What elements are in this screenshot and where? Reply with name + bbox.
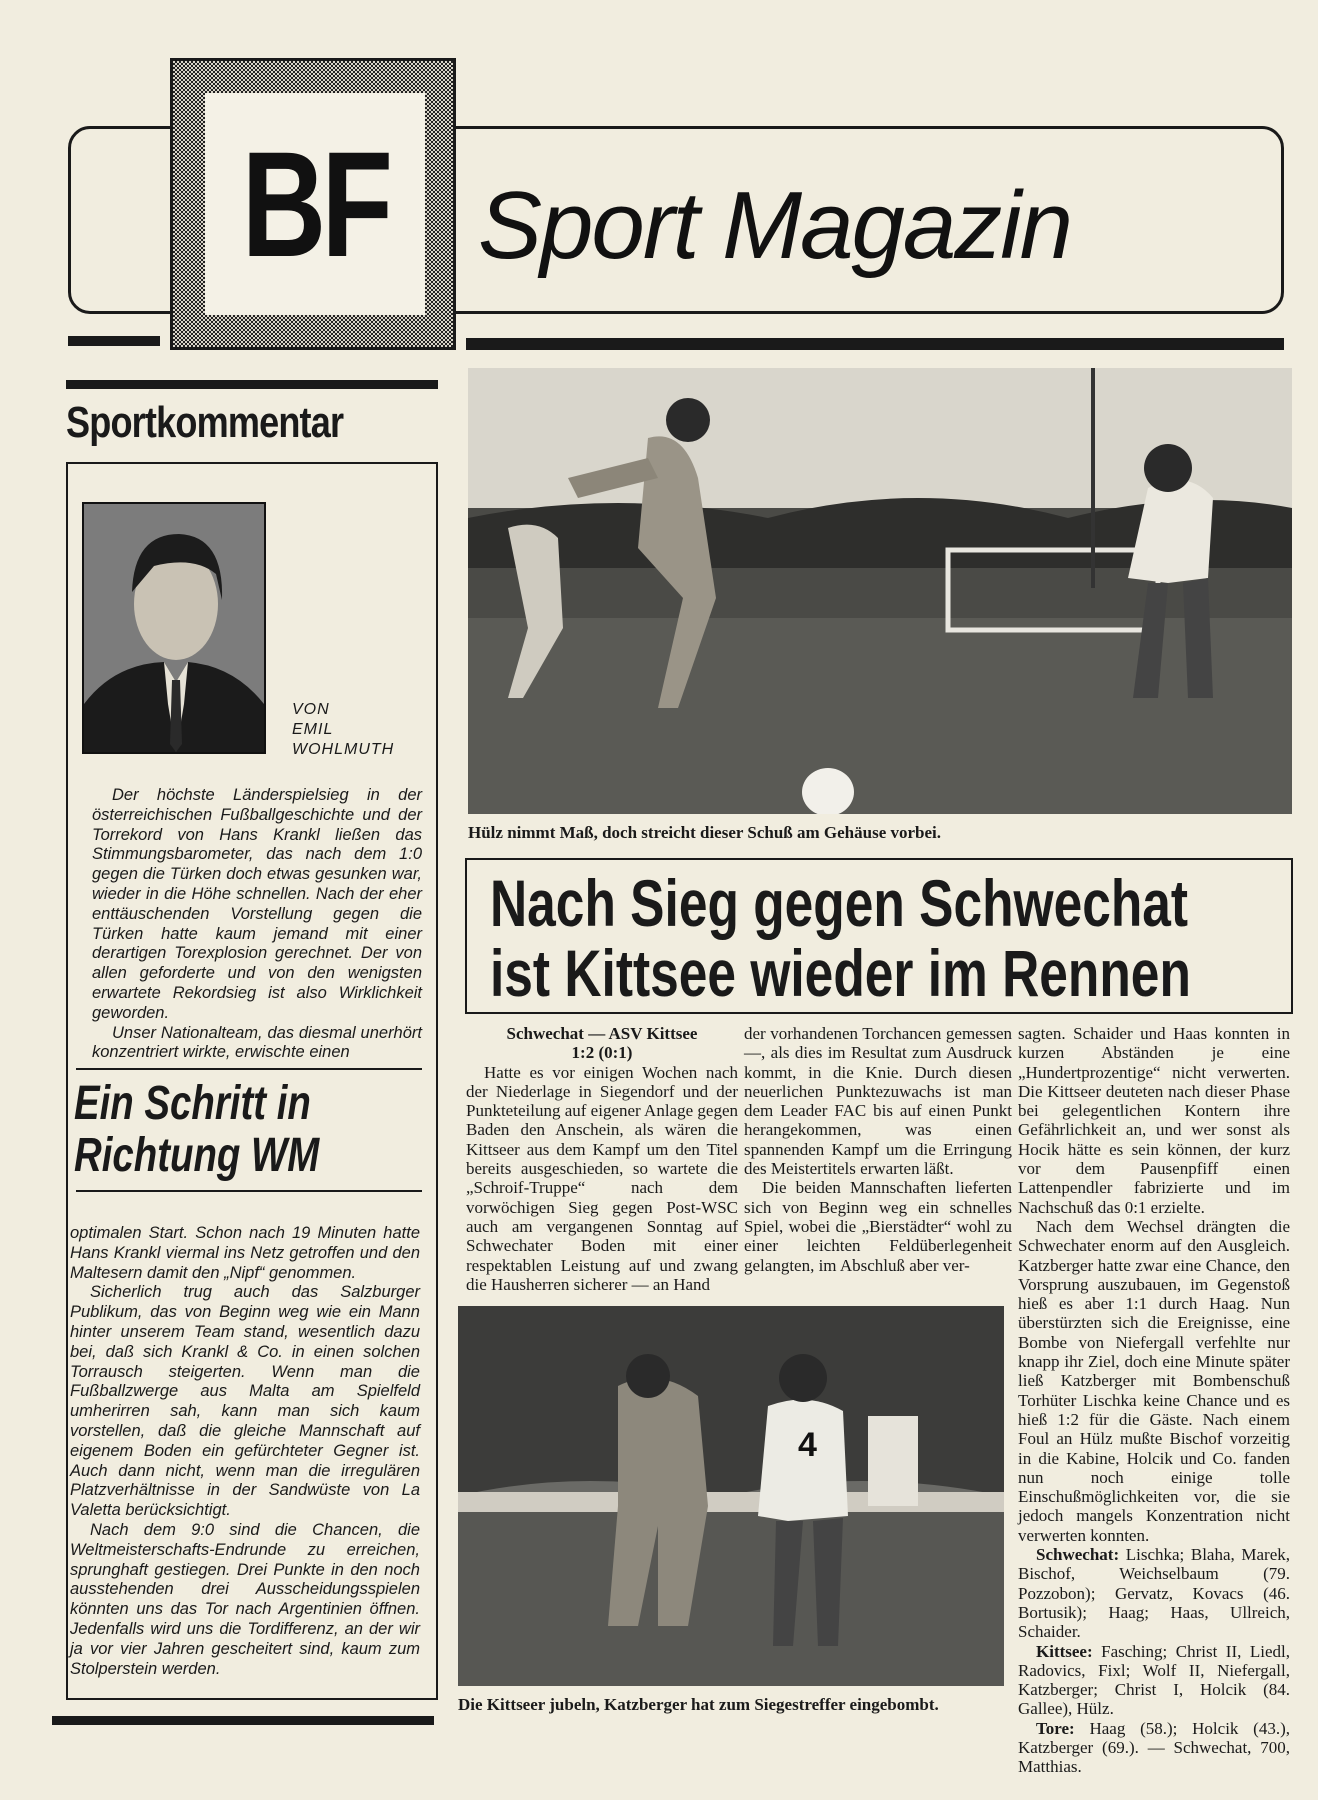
match-photo-bottom-drawing [458,1306,1004,1686]
lineup-kittsee-label: Kittsee: [1036,1641,1093,1661]
article-col-1-text: Hatte es vor einigen Wochen nach der Niederlage in Siegendorf und der Punkteteilung auf eigener Anlage gegen Baden den Anschein, als wären die Kittseer aus dem Kampf um den Titel bereits ausgeschieden, so wartete die „Schroif-Truppe“ nach dem vorwöchigen Sieg gegen Post-WSC auch am vergangenen Sonntag auf Schwechater Boden mit einer respektablen Leistung auf und zwang die Hausherren sicherer — an Hand [466,1062,738,1294]
section-heading: Sportkommentar [66,398,344,447]
masthead-rule-right [466,338,1284,350]
commentary-headline-line1: Ein Schritt in [74,1077,311,1130]
match-photo-bottom [458,1306,1004,1686]
article-col-3 [1018,1024,1290,1777]
photo-top-caption: Hülz nimmt Maß, doch streicht dieser Schuß am Gehäuse vorbei. [468,823,942,842]
lineup-schwechat [1018,1545,1290,1641]
section-rule [66,380,438,389]
commentary-body-p1: optimalen Start. Schon nach 19 Minuten hatte Hans Krankl viermal ins Netz getroffen und den Maltesern damit den „Nipf“ genommen. [70,1224,420,1282]
bf-logo-text: BF [241,120,389,288]
byline-first-name: EMIL [292,721,334,738]
commentary-body-p3: Nach dem 9:0 sind die Chancen, die Weltmeisterschafts-Endrunde zu erreichen, sprunghaft gestiegen. Drei Punkte in den noch ausstehenden drei Ausscheidungsspielen könnten uns das Tor nach Argentinien öffnen. Jedenfalls wird uns die Tordifferenz, an der wir ja vor vier Jahren gescheitert sind, kaum zum Stolperstein werden. [70,1520,420,1678]
match-photo-top [468,368,1292,814]
main-headline-line1: Nach Sieg gegen Schwechat [490,866,1189,940]
commentary-headline-line2: Richtung WM [74,1129,320,1182]
commentary-body-p2: Sicherlich trug auch das Salzburger Publikum, das von Beginn weg wie ein Mann hinter unserem Team stand, wesentlich dazu bei, daß sich Krankl & Co. in einen solchen Torrausch steigerten. Wenn man die Fußballzwerge aus Malta am Spielfeld umherirren sah, kann man sich kaum vorstellen, daß die gleiche Mannschaft auf eigenem Boden ein gefürchteter Gegner ist. Auch dann nicht, wenn man die irregulären Platzverhältnisse in der Sandwüste von La Valetta berücksichtigt. [70,1283,420,1520]
author-portrait [82,502,266,754]
commentary-intro [92,786,422,1063]
headline-rule-bottom [76,1190,422,1192]
article-col-1 [466,1024,738,1294]
article-col-2-text-b: Die beiden Mannschaften lieferten sich von Beginn weg ein schnelles Spiel, wobei die „Bierstädter“ wohl zu einer leichten Feldüberlegenheit gelangten, im Abschluß aber ver- [744,1178,1012,1275]
main-headline-line2: ist Kittsee wieder im Rennen [490,936,1191,1010]
commentary-intro-p1: Der höchste Länderspielsieg in der österreichischen Fußballgeschichte und der Torrekord von Hans Krankl ließen das Stimmungsbarometer, das nach dem 1:0 gegen die Türken doch etwas gesunken war, wieder in die Höhe schnellen. Nach der eher enttäuschenden Vorstellung gegen die Türken hatte kaum jemand mit einer derartigen Torexplosion gerechnet. Der von allen geforderte und von den wenigsten erwartete Rekordsieg ist also Wirklichkeit geworden. [92,786,422,1022]
commentary-headline [74,1078,319,1182]
lineup-schwechat-label: Schwechat: [1036,1545,1120,1565]
left-bottom-rule [52,1716,434,1725]
main-headline [490,868,1191,1008]
match-photo-top-drawing [468,368,1292,814]
article-col-3-text-a: sagten. Schaider und Haas konnten in kurzen Abständen je eine „Hundertprozentige“ nicht verwerten. Die Kittseer deuteten nach dieser Phase bei gelegentlichen Kontern ihre Gefährlichkeit an, und wer sonst als Hocik hätte es sein können, der kurz vor dem Pausenpfiff einen Lattenpendler fabrizierte und im Nachschuß das 0:1 erzielte. [1018,1024,1290,1217]
article-col-2 [744,1024,1012,1275]
byline-von: VON [292,701,330,718]
goals-label: Tore: [1036,1718,1075,1738]
match-score: 1:2 (0:1) [571,1043,633,1063]
lineup-schwechat-text: Lischka; Blaha, Marek, Bischof, Weichselbaum (79. Pozzobon); Gervatz, Kovacs (46. Bortusik); Haag; Haas, Ullreich, Schaider. [1018,1545,1290,1642]
match-title: Schwechat — ASV Kittsee [506,1024,698,1043]
author-portrait-drawing [84,504,264,752]
commentary-intro-p2: Unser Nationalteam, das diesmal unerhört konzentriert wirkte, erwischte einen [92,1023,422,1062]
lineup-kittsee-text: Fasching; Christ II, Liedl, Radovics, Fixl; Wolf II, Niefergall, Katzberger; Christ I, Holcik (84. Gallee), Hülz. [1018,1641,1290,1719]
magazine-title: Sport Magazin [478,172,1071,279]
masthead-rule-left [68,336,160,346]
headline-rule-top [76,1068,422,1070]
byline-last-name: WOHLMUTH [292,741,395,758]
bf-logo-inner [205,93,425,315]
article-col-2-text-a: der vorhandenen Torchancen gemessen —, als dies im Resultat zum Ausdruck kommt, in die Knie. Durch diesen neuerlichen Punktezuwachs ist man dem Leader FAC bis auf einen Punkt herangekommen, was einen spannenden Kampf um die Erringung des Meistertitels erwarten läßt. [744,1024,1012,1179]
lineup-kittsee [1018,1642,1290,1719]
goals-text: Haag (58.); Holcik (43.), Katzberger (69.). — Schwechat, 700, Matthias. [1018,1718,1290,1777]
goals-line [1018,1719,1290,1777]
jersey-number: 4 [798,1426,817,1464]
article-col-3-text-b: Nach dem Wechsel drängten die Schwechater enorm auf den Ausgleich. Katzberger hatte zwar eine Chance, den Vorsprung auszubauen, im Gegenstoß hieß es aber 1:1 durch Haag. Nun überstürzten sich die Ereignisse, eine Bombe von Niefergall verfehlte nur knapp ihr Ziel, doch eine Minute später ließ Katzberger mit Bombenschuß Torhüter Lischka keine Chance und es hieß 1:2 für die Gäste. Nach einem Foul an Hülz mußte Bischof vorzeitig in die Kabine, Holcik und Co. fanden nun noch einige tolle Einschußmöglichkeiten vor, die sie jedoch mangels Konzentration nicht verwerten konnten. [1018,1216,1290,1545]
byline [292,700,394,760]
commentary-body [70,1224,420,1679]
photo-bottom-caption: Die Kittseer jubeln, Katzberger hat zum Siegestreffer eingebombt. [458,1695,939,1714]
